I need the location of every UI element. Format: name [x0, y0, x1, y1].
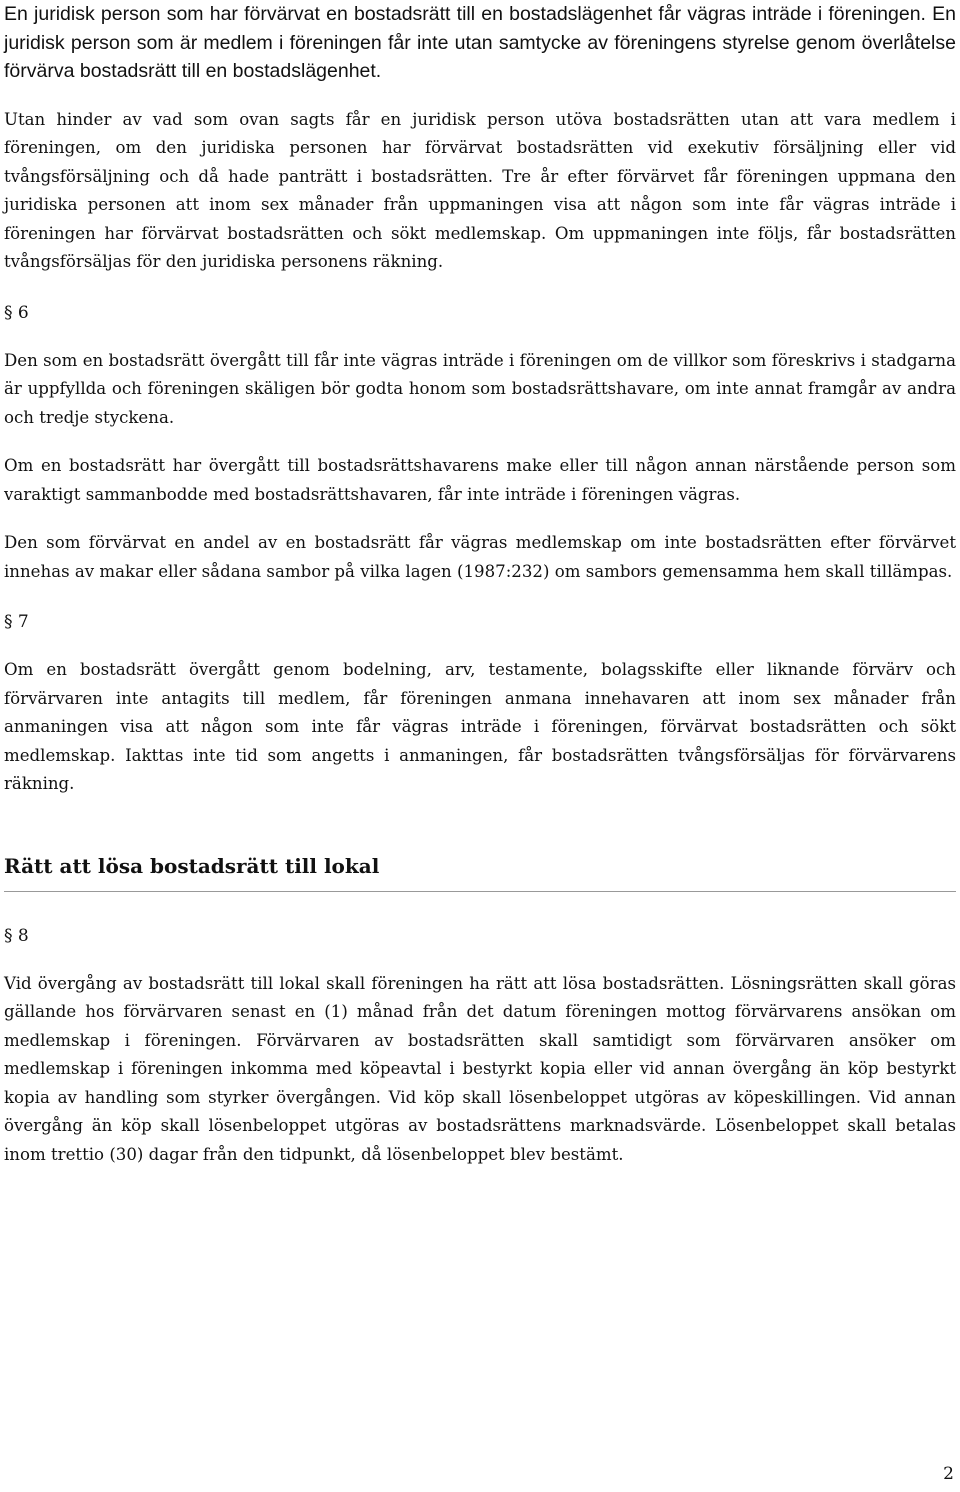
- section-marker-8: § 8: [4, 925, 29, 946]
- paragraph-bodelning-arv: Om en bostadsrätt övergått genom bodelning, arv, testamente, bolagsskifte eller liknande förvärv och förvärvaren inte antagits till medlem, får föreningen anmana innehavaren att inom sex månader från anmaningen visa att någon som inte får vägras inträde i föreningen, förvärvat bostadsrätten och sökt medlemskap. Iakttas inte tid som angetts i anmaningen, får bostadsrätten tvångsförsäljas för förvärvarens räkning.: [4, 660, 956, 793]
- document-page: [4, 0, 956, 1169]
- paragraph-make-narstaende: Om en bostadsrätt har övergått till bostadsrättshavarens make eller till någon annan närstående person som varaktigt sammanbodde med bostadsrättshavaren, får inte inträde i föreningen vägras.: [4, 456, 956, 504]
- paragraph-andel-bostadsratt: Den som förvärvat en andel av en bostadsrätt får vägras medlemskap om inte bostadsrätten efter förvärvet innehas av makar eller sådana sambor på vilka lagen (1987:232) om sambors gemensamma hem skall tillämpas.: [4, 533, 956, 581]
- paragraph-juridisk-person-vagras: En juridisk person som har förvärvat en bostadsrätt till en bostadslägenhet får vägras inträde i föreningen. En juridisk person som är medlem i föreningen får inte utan samtycke av föreningens styrelse genom överlåtelse förvärva bostadsrätt till en bostadslägenhet.: [4, 3, 956, 82]
- page-number: 2: [943, 1464, 954, 1484]
- section-marker-6: § 6: [4, 302, 29, 323]
- paragraph-utan-hinder: Utan hinder av vad som ovan sagts får en juridisk person utöva bostadsrätten utan att vara medlem i föreningen, om den juridiska personen har förvärvat bostadsrätten vid exekutiv försäljning eller vid tvångsförsäljning och då hade panträtt i bostadsrätten. Tre år efter förvärvet får föreningen uppmana den juridiska personen att inom sex månader från uppmaningen visa att någon som inte får vägras inträde i föreningen har förvärvat bostadsrätten och sökt medlemskap. Om uppmaningen inte följs, får bostadsrätten tvångsförsäljas för den juridiska personens räkning.: [4, 109, 956, 271]
- paragraph-overgatt-bostadsratt: Den som en bostadsrätt övergått till får inte vägras inträde i föreningen om de villkor som föreskrivs i stadgarna är uppfyllda och föreningen skäligen bör godta honom som bostadsrättshavare, om inte annat framgår av andra och tredje styckena.: [4, 350, 956, 427]
- paragraph-losningsratt: Vid övergång av bostadsrätt till lokal skall föreningen ha rätt att lösa bostadsrätten. Lösningsrätten skall göras gällande hos förvärvaren senast en (1) månad från det datum föreningen mottog förvärvarens ansökan om medlemskap i föreningen. Förvärvaren av bostadsrätten skall samtidigt som förvärvaren ansöker om medlemskap i föreningen inkomma med köpeavtal i bestyrkt kopia eller vid annan övergång än köp bestyrkt kopia av handling som styrker övergången. Vid köp skall lösenbeloppet utgöras av köpeskillingen. Vid annan övergång än köp skall lösenbeloppet utgöras av bostadsrättens marknadsvärde. Lösenbeloppet skall betalas inom trettio (30) dagar från den tidpunkt, då lösenbeloppet blev bestämt.: [4, 973, 956, 1164]
- heading-losa-bostadsratt-lokal: Rätt att lösa bostadsrätt till lokal: [4, 851, 956, 892]
- section-marker-7: § 7: [4, 612, 29, 632]
